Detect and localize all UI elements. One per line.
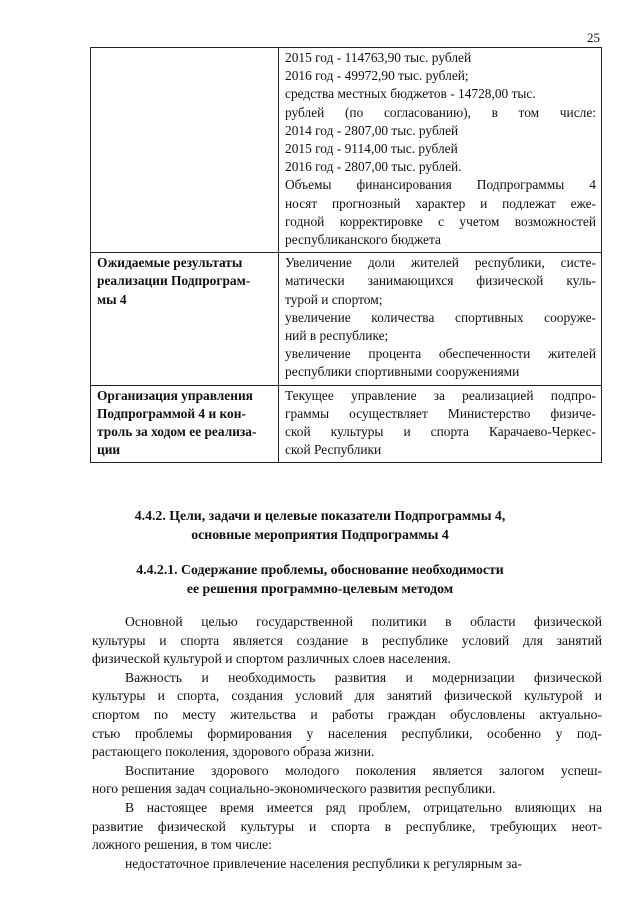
content-line: матически занимающихся физической куль- <box>285 273 596 289</box>
content-line: республики спортивными сооружениями <box>285 364 520 380</box>
content-line: носят прогнозный характер и подлежат еже- <box>285 195 596 211</box>
content-line: ний в республике; <box>285 328 389 344</box>
content-line: Текущее управление за реализацией подпро- <box>285 387 596 403</box>
content-line: 2015 год - 114763,90 тыс. рублей <box>285 50 472 65</box>
content-line: 2016 год - 49972,90 тыс. рублей; <box>285 68 469 84</box>
content-line: ской культуры и спорта Карачаево-Черкес- <box>285 424 596 440</box>
content-line: 2015 год - 9114,00 тыс. рублей <box>285 141 458 157</box>
paragraph <box>92 799 602 855</box>
table-cell-label <box>91 48 279 253</box>
paragraph <box>92 669 602 762</box>
page-number: 25 <box>587 30 600 45</box>
paragraph-line: культуры и спорта является создание в республике условий для занятий <box>92 632 602 648</box>
paragraph-line: стью проблемы формирования у населения республики, особенно у под- <box>92 725 602 741</box>
content-line: годной корректировке с учетом возможностей <box>285 213 596 229</box>
content-line: ской Республики <box>285 442 382 458</box>
paragraph-line: развитие физической культуры и спорта в республике, требующих неот- <box>92 818 602 834</box>
label-line: троль за ходом ее реализа- <box>97 424 257 440</box>
content-line: граммы осуществляет Министерство физиче- <box>285 405 596 421</box>
table-row <box>91 385 602 463</box>
content-line: турой и спортом; <box>285 291 383 307</box>
heading-line: 4.4.2.1. Содержание проблемы, обоснование необходимости <box>136 562 504 577</box>
paragraph-line: Основной целью государственной политики в области физической <box>125 614 602 629</box>
table-cell-content <box>279 253 602 385</box>
table-cell-label <box>91 385 279 463</box>
label-line: Подпрограммой 4 и кон- <box>97 405 246 421</box>
subprogram-passport-table <box>90 47 602 463</box>
label-line: Организация управления <box>97 387 253 403</box>
section-heading-4-4-2-1 <box>0 561 640 598</box>
paragraph <box>92 762 602 799</box>
paragraph-line: ного решения задач социально-экономического развития республики. <box>92 781 496 797</box>
content-line: 2014 год - 2807,00 тыс. рублей <box>285 122 459 138</box>
paragraph-line: ложного решения, в том числе: <box>92 837 272 853</box>
paragraph-line: физической культурой и спортом различных слоев населения. <box>92 651 451 667</box>
body-text <box>92 613 602 873</box>
heading-line: основные мероприятия Подпрограммы 4 <box>191 526 449 542</box>
content-line: республиканского бюджета <box>285 232 441 248</box>
paragraph-line: В настоящее время имеется ряд проблем, отрицательно влияющих на <box>125 799 602 815</box>
paragraph <box>92 613 602 669</box>
heading-line: 4.4.2. Цели, задачи и целевые показатели Подпрограммы 4, <box>134 508 506 523</box>
table-row <box>91 253 602 385</box>
heading-line: ее решения программно-целевым методом <box>186 580 454 596</box>
paragraph-line: недостаточное привлечение населения республики к регулярным за- <box>125 855 522 871</box>
table-cell-content <box>279 385 602 463</box>
table-row <box>91 48 602 253</box>
label-line: ции <box>97 442 121 458</box>
paragraph-line: Важность и необходимость развития и модернизации физической <box>125 669 602 685</box>
content-line: Объемы финансирования Подпрограммы 4 <box>285 177 596 193</box>
paragraph-line: растающего поколения, здорового образа жизни. <box>92 744 375 760</box>
content-line: увеличение количества спортивных сооруже- <box>285 309 596 325</box>
paragraph <box>92 855 602 874</box>
label-line: мы 4 <box>97 291 127 307</box>
content-line: Увеличение доли жителей республики, систе- <box>285 255 596 271</box>
table-cell-label <box>91 253 279 385</box>
paragraph-line: спортом по месту жительства и работы граждан обусловлены актуально- <box>92 706 602 722</box>
content-line: увеличение процента обеспеченности жителей <box>285 346 596 362</box>
section-heading-4-4-2 <box>0 507 640 544</box>
content-line: рублей (по согласованию), в том числе: <box>285 104 596 120</box>
paragraph-line: Воспитание здорового молодого поколения является залогом успеш- <box>125 762 602 778</box>
content-line: средства местных бюджетов - 14728,00 тыс. <box>285 86 536 102</box>
paragraph-line: культуры и спорта, создания условий для занятий физической культурой и <box>92 688 602 704</box>
table-cell-content <box>279 48 602 253</box>
label-line: Ожидаемые результаты <box>97 255 243 271</box>
label-line: реализации Подпрограм- <box>97 273 251 289</box>
content-line: 2016 год - 2807,00 тыс. рублей. <box>285 159 462 175</box>
